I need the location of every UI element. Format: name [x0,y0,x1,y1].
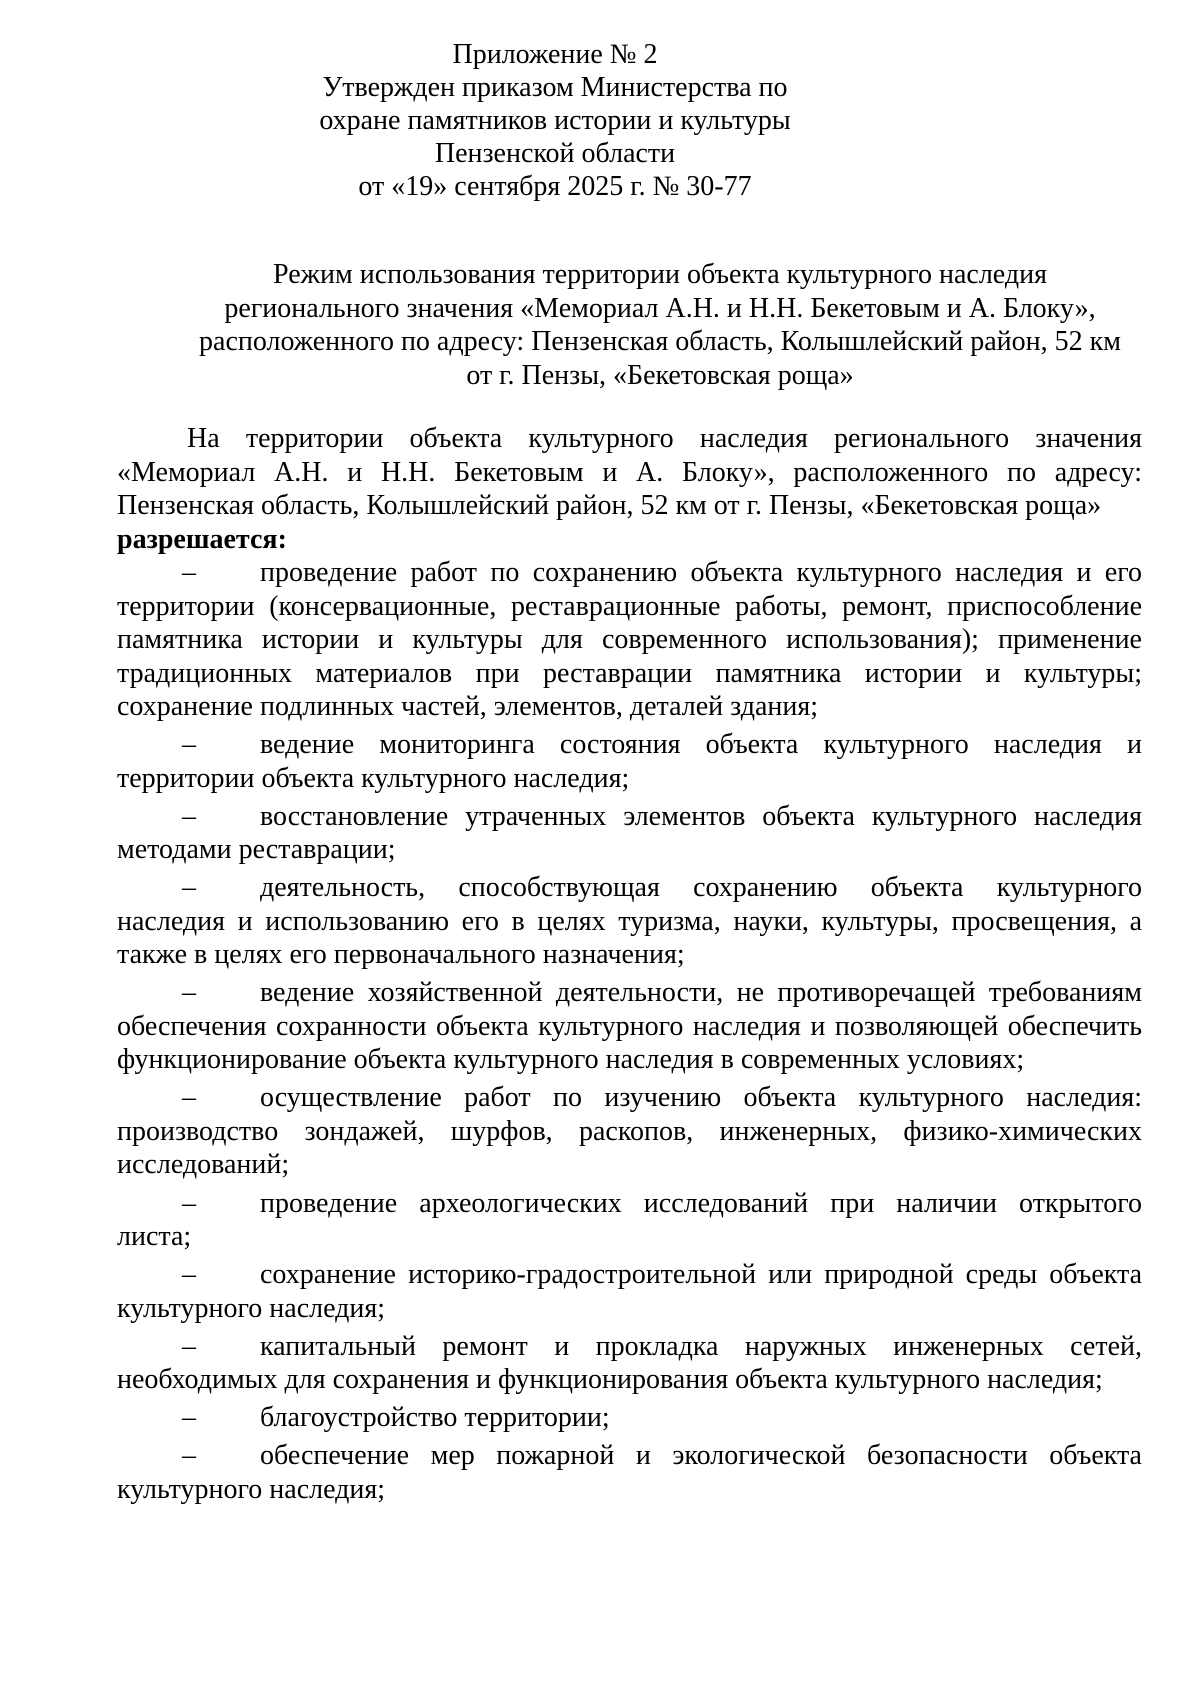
dash-bullet: – [182,977,196,1009]
list-item [117,800,1142,867]
list-item-text: проведение работ по сохранению объекта культурного наследия и его территории (консервационные, реставрационные работы, ремонт, приспособление памятника истории и культуры для современного использования); применение традиционных материалов при реставрации памятника истории и культуры; сохранение подлинных частей, элементов, деталей здания; [117,557,1142,722]
list-item [117,556,1142,724]
dash-bullet: – [182,1330,196,1362]
title-line: от г. Пензы, «Бекетовская роща» [466,359,854,391]
dash-bullet: – [182,1440,196,1472]
appendix-number: Приложение № 2 [452,39,658,70]
list-item [117,728,1142,795]
list-item [117,1401,1142,1435]
allowed-label: разрешается: [117,523,287,555]
document-title [150,258,1170,392]
list-item-text: проведение археологических исследований при наличии открытого листа; [117,1187,1142,1253]
dash-bullet: – [182,1259,196,1291]
list-item-text: сохранение историко-градостроительной или природной среды объекта культурного наследия; [117,1259,1142,1324]
dash-bullet: – [182,872,196,904]
list-item [117,1258,1142,1325]
list-item-text: капитальный ремонт и прокладка наружных инженерных сетей, необходимых для сохранения и функционирования объекта культурного наследия; [117,1330,1142,1396]
order-date-number: от «19» сентября 2025 г. № 30-77 [358,171,752,202]
list-item-text: благоустройство территории; [260,1402,610,1434]
title-line: Режим использования территории объекта культурного наследия [273,259,1047,290]
dash-bullet: – [182,1187,196,1219]
intro-paragraph: На территории объекта культурного наследия регионального значения «Мемориал А.Н. и Н.Н. Бекетовым и А. Блоку», расположенного по адресу: Пензенская область, Колышлейский район, 52 км от г. Пензы, «Бекетовская роща» [117,423,1142,521]
approval-line: охране памятников истории и культуры [319,105,791,136]
list-item-text: ведение хозяйственной деятельности, не противоречащей требованиям обеспечения сохранности объекта культурного наследия и позволяющей обеспечить функционирование объекта культурного наследия в современных условиях; [117,977,1142,1076]
approval-line: Утвержден приказом Министерства по [322,72,788,103]
dash-bullet: – [182,557,196,588]
allowed-activities-list [117,556,1142,1506]
dash-bullet: – [182,800,196,832]
list-item-text: обеспечение мер пожарной и экологической безопасности объекта культурного наследия; [117,1440,1142,1505]
list-item [117,1187,1142,1254]
document-body [117,422,1142,1511]
list-item-text: восстановление утраченных элементов объекта культурного наследия методами реставрации; [117,800,1142,866]
title-line: регионального значения «Мемориал А.Н. и Н.Н. Бекетовым и А. Блоку», [224,292,1096,324]
approval-header [270,38,840,203]
dash-bullet: – [182,1402,196,1434]
approval-line: Пензенской области [434,138,676,169]
list-item [117,871,1142,972]
list-item-text: осуществление работ по изучению объекта культурного наследия: производство зондажей, шурфов, раскопов, инженерных, физико-химических исследований; [117,1082,1142,1181]
dash-bullet: – [182,729,196,761]
list-item-text: ведение мониторинга состояния объекта культурного наследия и территории объекта культурного наследия; [117,729,1142,794]
list-item [117,1081,1142,1182]
list-item [117,976,1142,1077]
list-item-text: деятельность, способствующая сохранению объекта культурного наследия и использованию его в целях туризма, науки, культуры, просвещения, а также в целях его первоначального назначения; [117,872,1142,971]
list-item [117,1330,1142,1397]
list-item [117,1439,1142,1506]
title-line: расположенного по адресу: Пензенская область, Колышлейский район, 52 км [199,326,1121,357]
dash-bullet: – [182,1082,196,1114]
